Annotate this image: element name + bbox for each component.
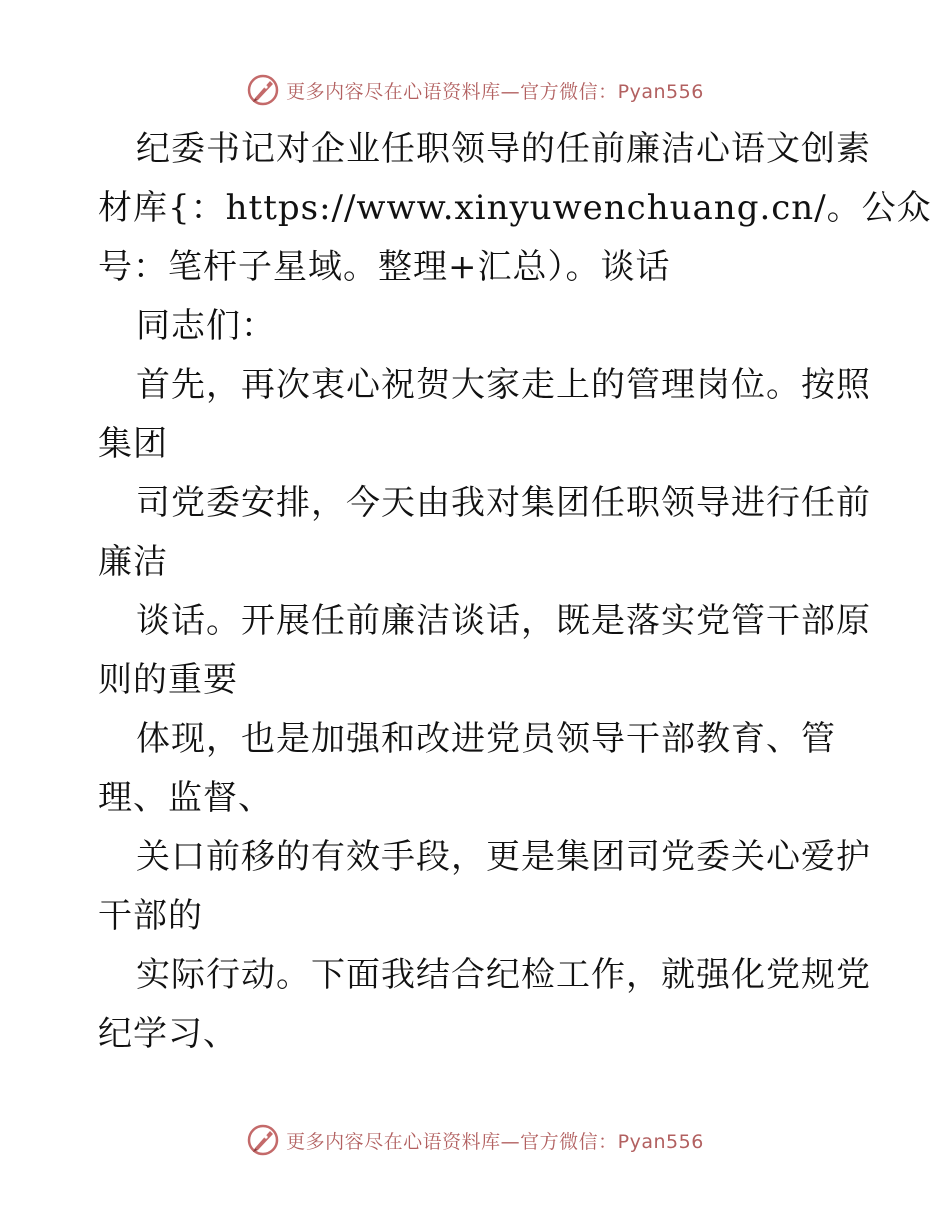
quill-pen-logo-icon xyxy=(246,73,280,107)
text-line: 廉洁 xyxy=(98,542,168,582)
text-line: 司党委安排，今天由我对集团任职领导进行任前 xyxy=(136,483,871,523)
header-separator: — xyxy=(500,80,521,103)
text-line: 首先，再次衷心祝贺大家走上的管理岗位。按照 xyxy=(136,365,871,405)
header-banner-text xyxy=(286,77,704,104)
text-line: 体现，也是加强和改进党员领导干部教育、管 xyxy=(136,719,836,759)
text-line: 实际行动。下面我结合纪检工作，就强化党规党 xyxy=(136,955,871,995)
text-line: 纪委书记对企业任职领导的任前廉洁心语文创素 xyxy=(136,129,871,169)
text-line: 理、监督、 xyxy=(98,778,273,818)
header-site-text: 更多内容尽在心语资料库 xyxy=(286,80,501,103)
text-line: 材库{：https://www.xinyuwenchuang.cn/。公众 xyxy=(98,188,932,228)
header-wechat-text: 官方微信：Pyan556 xyxy=(520,80,704,103)
header-banner xyxy=(0,70,950,110)
text-line: 纪学习、 xyxy=(98,1014,238,1054)
footer-wechat-text: 官方微信：Pyan556 xyxy=(520,1130,704,1153)
text-line: 干部的 xyxy=(98,896,203,936)
footer-separator: — xyxy=(500,1130,521,1153)
footer-banner xyxy=(0,1120,950,1160)
footer-site-text: 更多内容尽在心语资料库 xyxy=(286,1130,501,1153)
text-line: 关口前移的有效手段，更是集团司党委关心爱护 xyxy=(136,837,871,877)
text-line: 集团 xyxy=(98,424,168,464)
document-body xyxy=(98,120,932,1064)
text-line: 同志们： xyxy=(136,306,276,346)
text-line: 则的重要 xyxy=(98,660,238,700)
text-line: 谈话。开展任前廉洁谈话，既是落实党管干部原 xyxy=(136,601,871,641)
quill-pen-logo-icon xyxy=(246,1123,280,1157)
text-line: 号：笔杆子星域。整理+汇总）。谈话 xyxy=(98,247,671,287)
footer-banner-text xyxy=(286,1127,704,1154)
